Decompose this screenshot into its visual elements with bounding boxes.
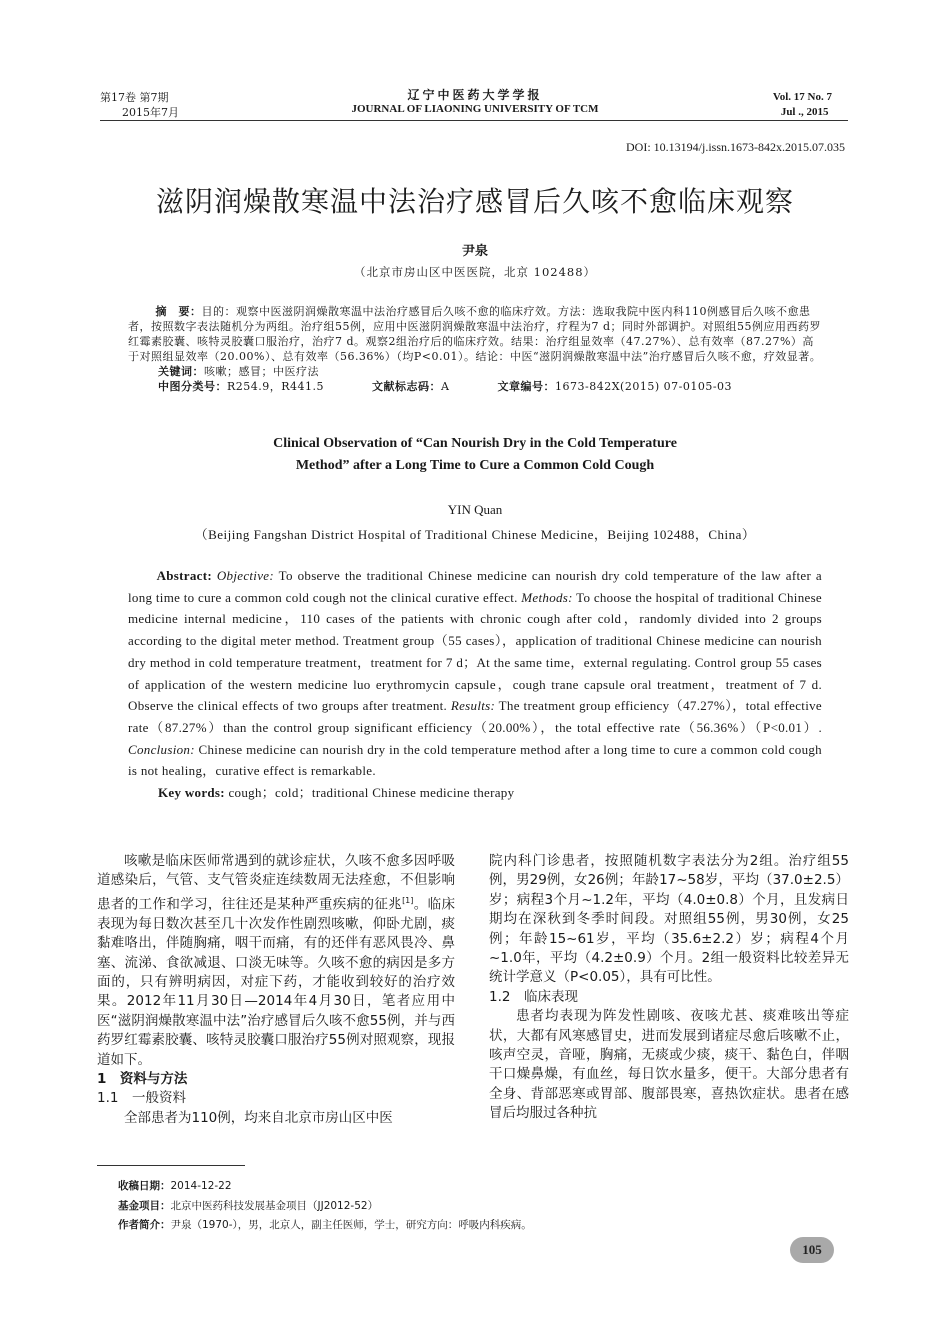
abstract-cn-text: 目的：观察中医滋阴润燥散寒温中法治疗感冒后久咳不愈的临床疗效。方法：选取我院中医内科110例感冒后久咳不愈患者，按照数字表法随机分为两组。治疗组55例，应用中医滋阴润燥散寒温中法治疗，疗程为7 d；同时外部调护。对照组55例应用西药罗红霉素胶囊、咳特灵胶囊口服治疗，治疗7 d。观察2组治疗后的临床疗效。结果：治疗组显效率（47.27%）、总有效率（87.27%）高于对照组显效率（20.00%）、总有效率（56.36%）（均P<0.01）。结论：中医“滋阴润燥散寒温中法”治疗感冒后久咳不愈，疗效显著。 — [128, 305, 822, 363]
subsection-heading: 1.1 一般资料 — [97, 1090, 186, 1107]
volume-issue-en: Vol. 17 No. 7 Jul ., 2015 — [772, 91, 832, 118]
body-right-column: 院内科门诊患者，按照随机数字表法分为2组。治疗组55例，男29例，女26例；年龄17~58岁，平均（37.0±2.5）岁；病程3个月~1.2年，平均（4.0±0.8）个月，且发病日期均在深秋到冬季时间段。对照组55例，男30例，女25例；年龄15~61岁，平均（35.6±2.2）岁；病程4个月~1.0年，平均（4.2±0.9）个月。2组一般资料比较差异无统计学意义（P<0.05），具有可比性。 1.2 临床表现 患者均表现为阵发性剧咳、夜咳尤甚、痰难咳出等症状，大都有风寒感冒史，进而发展到诸症尽愈后咳嗽不止，咳声空灵，音哑，胸痛，无痰或少痰，痰干、黏色白，伴咽干口燥鼻燥，有血丝，每日饮水量多，便干。大部分患者有全身、背部恶寒或胃部、腹部畏寒，喜热饮症状。患者在感冒后均服过各种抗 — [489, 853, 849, 1122]
author-cn: 尹泉 — [461, 244, 488, 259]
author-en: YIN Quan — [447, 502, 503, 517]
header-rule — [100, 120, 848, 121]
article-title-cn: 滋阴润燥散寒温中法治疗感冒后久咳不愈临床观察 — [155, 185, 794, 218]
body-left-column: 咳嗽是临床医师常遇到的就诊症状，久咳不愈多因呼吸道感染后，气管、支气管炎症连续数周无法痊愈，不但影响患者的工作和学习，往往还是某种严重疾病的征兆[1]。临床表现为每日数次甚至几十次发作性剧烈咳嗽，仰卧尤剧，痰黏难咯出，伴随胸痛，咽干而痛，有的还伴有恶风畏冷、鼻塞、流涕、食欲减退、口淡无味等。久咳不愈的病因是多方面的，只有辨明病因，对症下药，才能收到较好的治疗效果。2012年11月30日—2014年4月30日，笔者应用中医“滋阴润燥散寒温中法”治疗感冒后久咳不愈55例，并与西药罗红霉素胶囊、咳特灵胶囊口服治疗55例对照观察，现报道如下。 1 资料与方法 1.1 一般资料 全部患者为110例，均来自北京市房山区中医 — [97, 853, 456, 1126]
abstract-cn-label: 摘 要： — [155, 305, 202, 318]
keywords-en: Key words: cough；cold；traditional Chinese medicine therapy — [158, 785, 515, 801]
doi: DOI: 10.13194/j.issn.1673-842x.2015.07.035 — [626, 140, 845, 154]
abstract-cn: 摘 要：目的：观察中医滋阴润燥散寒温中法治疗感冒后久咳不愈的临床疗效。方法：选取我院中医内科110例感冒后久咳不愈患者，按照数字表法随机分为两组。治疗组55例，应用中医滋阴润燥散寒温中法治疗，疗程为7 d；同时外部调护。对照组55例应用西药罗红霉素胶囊、咳特灵胶囊口服治疗，治疗7 d。观察2组治疗后的临床疗效。结果：治疗组显效率（47.27%）、总有效率（87.27%）高于对照组显效率（20.00%）、总有效率（56.36%）（均P<0.01）。结论：中医“滋阴润燥散寒温中法”治疗感冒后久咳不愈，疗效显著。 关键词：咳嗽；感冒；中医疗法 中图分类号：R254.9，R441.5 文献标志码：A 文章编号：1673-842X(2015) 07-0105-03 — [128, 305, 822, 393]
page-number: 105 — [790, 1237, 834, 1263]
classification-line: 中图分类号：R254.9，R441.5 文献标志码：A 文章编号：1673-842X(2015) 07-0105-03 — [158, 380, 733, 393]
intro-paragraph: 咳嗽是临床医师常遇到的就诊症状，久咳不愈多因呼吸道感染后，气管、支气管炎症连续数周无法痊愈，不但影响患者的工作和学习，往往还是某种严重疾病的征兆[1]。临床表现为每日数次甚至几十次发作性剧烈咳嗽，仰卧尤剧，痰黏难咯出，伴随胸痛，咽干而痛，有的还伴有恶风畏冷、鼻塞、流涕、食欲减退、口淡无味等。久咳不愈的病因是多方面的，只有辨明病因，对症下药，才能收到较好的治疗效果。2012年11月30日—2014年4月30日，笔者应用中医“滋阴润燥散寒温中法”治疗感冒后久咳不愈55例，并与西药罗红霉素胶囊、咳特灵胶囊口服治疗55例对照观察，现报道如下。 — [97, 853, 456, 1068]
footnote-rule — [97, 1165, 245, 1166]
article-title-en: Clinical Observation of “Can Nourish Dry in the Cold Temperature Method” after a Long Time to Cure a Common Cold Cough — [273, 436, 677, 473]
keywords-cn: 咳嗽；感冒；中医疗法 — [204, 365, 319, 378]
author-bio: 作者简介：尹泉（1970-），男，北京人，副主任医师，学士，研究方向：呼吸内科疾病。 — [118, 1219, 532, 1231]
journal-name-cn: 辽宁中医药大学学报 — [407, 88, 543, 102]
received-date: 收稿日期：2014-12-22 — [118, 1180, 232, 1192]
volume-issue-cn: 第17卷 第7期 2015年7月 — [100, 91, 179, 119]
affiliation-en: （Beijing Fangshan District Hospital of Traditional Chinese Medicine，Beijing 102488，China） — [194, 527, 756, 542]
abstract-en: Abstract: Objective: To observe the traditional Chinese medicine can nourish dry cold temperature of the law after a long time to cure a common cold cough not the clinical curative effect. Methods: To choose the hospital of traditional Chinese medicine internal medicine，110 cases of the patients with chronic cough after cold，randomly divided into 2 groups according to the digital meter method. Treatment group（55 cases），application of traditional Chinese medicine can nourish dry method in cold temperature treatment，treatment for 7 d；At the same time，external regulating. Control group 55 cases of application of the western medicine luo erythromycin capsule，cough trane capsule oral treatment，treatment of 7 d. Observe the clinical effects of two groups after treatment. Results: The treatment group efficiency（47.27%），total effective rate（87.27%）than the control group significant efficiency（20.00%），the total effective rate（56.36%）（P<0.01）. Conclusion: Chinese medicine can nourish dry in the cold temperature method after a long time to cure a common cold cough is not healing，curative effect is remarkable. Key words: cough；cold；traditional Chinese medicine therapy — [128, 565, 822, 804]
fund-project: 基金项目：北京中医药科技发展基金项目（JJ2012-52） — [118, 1199, 379, 1212]
journal-name-en: JOURNAL OF LIAONING UNIVERSITY OF TCM — [351, 103, 599, 115]
affiliation-cn: （北京市房山区中医医院，北京 102488） — [353, 265, 597, 279]
section-heading: 1 资料与方法 — [97, 1070, 188, 1087]
footnotes — [118, 1177, 818, 1236]
journal-name — [300, 86, 650, 115]
subsection-heading: 1.2 临床表现 — [489, 988, 578, 1005]
